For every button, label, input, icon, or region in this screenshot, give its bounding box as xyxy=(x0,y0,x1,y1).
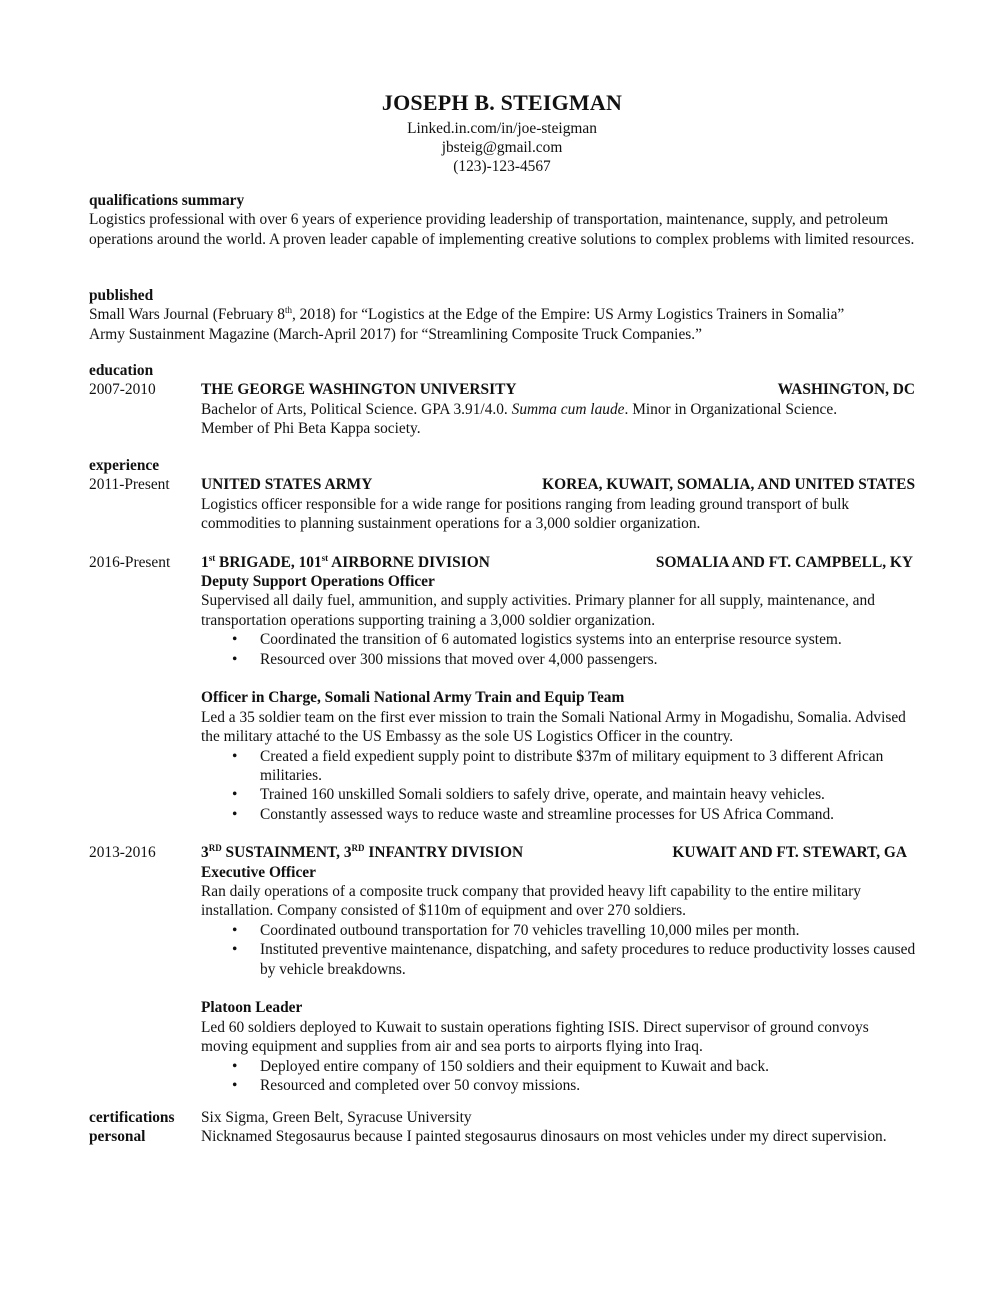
list-item: • Resourced and completed over 50 convoy missions. xyxy=(201,1076,917,1095)
personal-text: Nicknamed Stegosaurus because I painted stegosaurus dinosaurs on most vehicles under my direct supervision. xyxy=(201,1128,887,1146)
degree-detail-line2: Member of Phi Beta Kappa society. xyxy=(201,420,421,438)
section-title: certifications xyxy=(89,1109,175,1126)
qualifications-text: Logistics professional with over 6 years of experience providing leadership of transportation, maintenance, supply, and petroleum operations around the world. A proven leader capable of implementing creative solutions to complex problems with limited resources. xyxy=(89,211,915,248)
org-location: SOMALIA AND FT. CAMPBELL, KY xyxy=(655,553,913,571)
education-section xyxy=(89,361,919,439)
experience-entry xyxy=(89,553,919,825)
list-item: • Resourced over 300 missions that moved over 4,000 passengers. xyxy=(201,650,917,669)
certifications-row xyxy=(89,1108,919,1127)
entry-dates: 2016-Present xyxy=(89,553,171,571)
linkedin-url[interactable]: Linked.in.com/in/joe-steigman xyxy=(407,120,597,137)
email-address[interactable]: jbsteig@gmail.com xyxy=(441,139,563,156)
list-item: • Created a field expedient supply point to distribute $37m of military equipment to 3 different African militaries. xyxy=(201,747,917,786)
list-item: • Instituted preventive maintenance, dispatching, and safety procedures to reduce productivity losses caused by vehicle breakdowns. xyxy=(201,940,917,979)
entry-description: Logistics officer responsible for a wide range for positions ranging from leading ground transport of bulk commodities to planning sustainment operations for a 3,000 soldier organization. xyxy=(201,495,850,533)
section-title: experience xyxy=(89,457,160,474)
entry-dates: 2011-Present xyxy=(89,476,170,494)
list-item: • Deployed entire company of 150 soldiers and their equipment to Kuwait and back. xyxy=(201,1057,917,1076)
section-title: qualifications summary xyxy=(89,192,245,209)
school-name: THE GEORGE WASHINGTON UNIVERSITY xyxy=(201,381,517,399)
org-location: KUWAIT AND FT. STEWART, GA xyxy=(672,844,907,862)
org-location: KOREA, KUWAIT, SOMALIA, AND UNITED STATES xyxy=(542,476,915,494)
personal-row xyxy=(89,1127,919,1146)
role-title: Platoon Leader xyxy=(201,999,303,1017)
role-title: Officer in Charge, Somali National Army Train and Equip Team xyxy=(201,689,625,707)
role-bullets xyxy=(201,747,917,825)
section-title: education xyxy=(89,362,154,379)
candidate-name: JOSEPH B. STEIGMAN xyxy=(381,90,623,115)
entry-dates: 2013-2016 xyxy=(89,844,156,862)
role-description: Led 60 soldiers deployed to Kuwait to sustain operations fighting ISIS. Direct supervisor of ground convoys moving equipment and supplies from air and sea ports to airports flying into Iraq. xyxy=(201,1018,869,1056)
role-bullets xyxy=(201,1057,917,1096)
publication-item: Army Sustainment Magazine (March-April 2017) for “Streamlining Composite Truck Companies.” xyxy=(89,325,702,343)
role-bullets xyxy=(201,630,917,669)
degree-detail: Bachelor of Arts, Political Science. GPA 3.91/4.0. Summa cum laude. Minor in Organizational Science. xyxy=(201,400,838,418)
role-bullets xyxy=(201,921,917,979)
published-section xyxy=(89,286,919,344)
org-name: 3RD SUSTAINMENT, 3RD INFANTRY DIVISION xyxy=(201,843,524,862)
resume-header xyxy=(0,90,1004,176)
education-entry xyxy=(89,380,919,438)
list-item: • Coordinated outbound transportation for 70 vehicles travelling 10,000 miles per month. xyxy=(201,921,917,940)
org-name: 1st BRIGADE, 101st AIRBORNE DIVISION xyxy=(201,552,490,571)
list-item: • Coordinated the transition of 6 automated logistics systems into an enterprise resource system. xyxy=(201,630,917,649)
entry-dates: 2007-2010 xyxy=(89,381,156,399)
list-item: • Trained 160 unskilled Somali soldiers to safely drive, operate, and maintain heavy vehicles. xyxy=(201,785,917,804)
org-name: UNITED STATES ARMY xyxy=(201,476,373,494)
list-item: • Constantly assessed ways to reduce waste and streamline processes for US Africa Command. xyxy=(201,805,917,824)
section-title: published xyxy=(89,287,154,304)
phone-number: (123)-123-4567 xyxy=(453,158,551,175)
entry-headline xyxy=(201,380,917,399)
role-description: Ran daily operations of a composite truck company that provided heavy lift capability to the entire military installation. Company consisted of $110m of equipment and over 270 soldiers. xyxy=(201,883,861,920)
qualifications-section xyxy=(89,191,919,249)
certifications-text: Six Sigma, Green Belt, Syracuse University xyxy=(201,1109,472,1126)
school-location: WASHINGTON, DC xyxy=(777,381,915,399)
certifications-section xyxy=(89,1108,919,1147)
experience-section xyxy=(89,456,919,1096)
entry-headline xyxy=(201,843,917,862)
publication-item: Small Wars Journal (February 8th, 2018) for “Logistics at the Edge of the Empire: US Army Logistics Trainers in Somalia” xyxy=(89,305,845,324)
role-description: Supervised all daily fuel, ammunition, and supply activities. Primary planner for all supply, maintenance, and transportation operations supporting training a 3,000 soldier organization. xyxy=(201,592,875,629)
role-title: Executive Officer xyxy=(201,863,316,881)
entry-headline xyxy=(201,475,917,494)
experience-entry xyxy=(89,843,919,1095)
section-title: personal xyxy=(89,1128,146,1146)
role-description: Led a 35 soldier team on the first ever mission to train the Somali National Army in Mogadishu, Somalia. Advised the military attaché to the US Embassy as the sole US Logistics Officer in the country. xyxy=(201,708,906,746)
experience-entry xyxy=(89,475,919,533)
entry-headline xyxy=(201,553,917,572)
role-title: Deputy Support Operations Officer xyxy=(201,573,435,590)
